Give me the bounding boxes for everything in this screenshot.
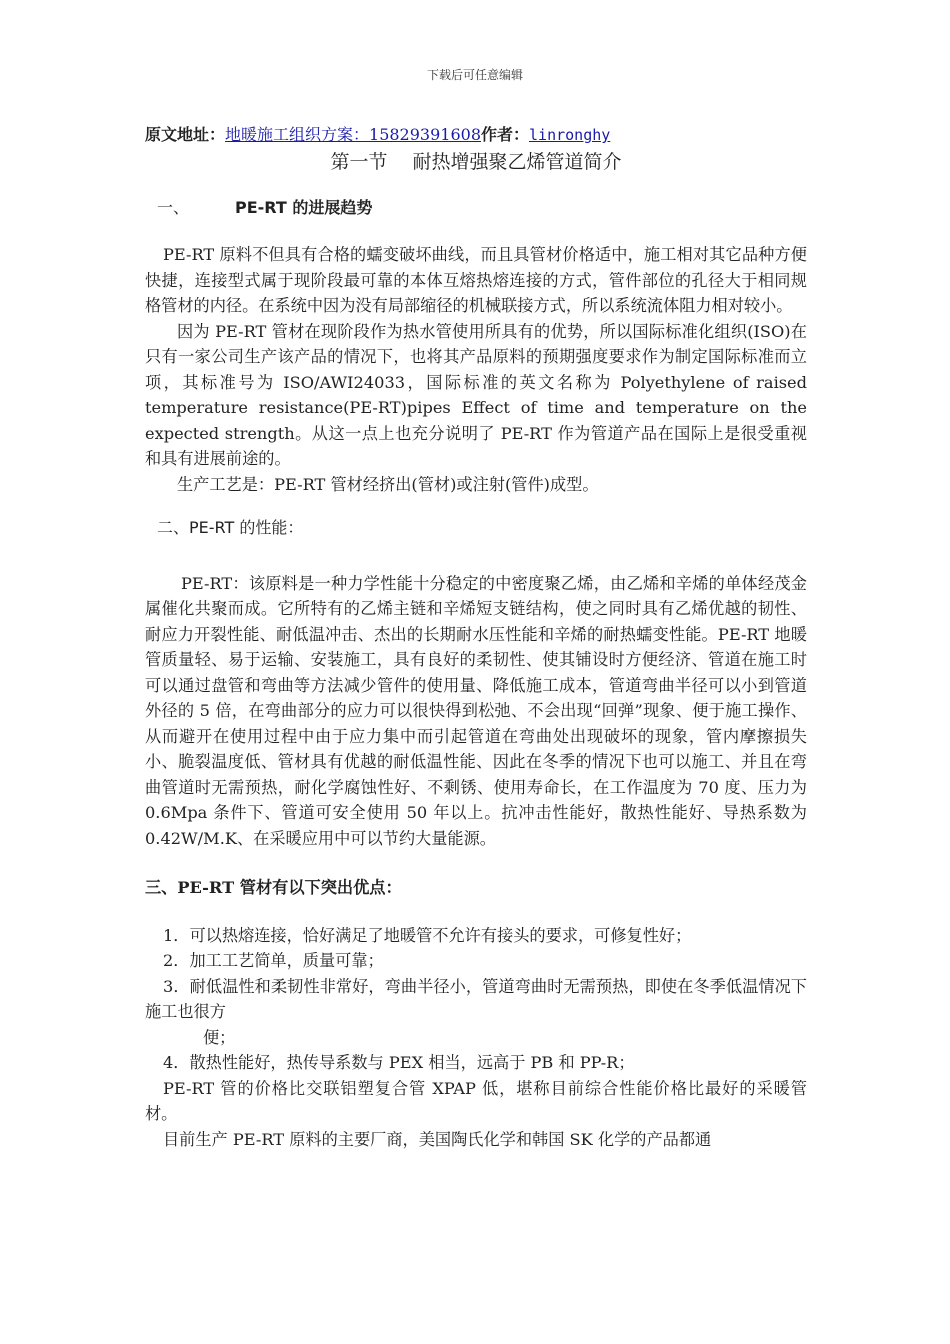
section1-heading-text: PE-RT 的进展趋势 xyxy=(235,197,373,217)
advantage-item-1: 1．可以热熔连接，恰好满足了地暖管不允许有接头的要求，可修复性好； xyxy=(163,925,692,945)
source-line xyxy=(145,122,807,149)
author-label: 作者： xyxy=(481,125,530,144)
page-header: 下载后可任意编辑 xyxy=(426,68,523,82)
author-link[interactable]: linronghy xyxy=(529,126,611,144)
section1-paragraph-1: PE-RT 原料不但具有合格的蠕变破坏曲线，而且具管材价格适中，施工相对其它品种方便快捷，连接型式属于现阶段最可靠的本体互熔热熔连接的方式，管件部位的孔径大于相同规格管材的内径。在系统中因为没有局部缩径的机械联接方式，所以系统流体阻力相对较小。 xyxy=(145,245,807,315)
page-title: 第一节 耐热增强聚乙烯管道简介 xyxy=(330,150,622,173)
advantage-item-4: 4．散热性能好，热传导系数与 PEX 相当，远高于 PB 和 PP-R； xyxy=(163,1053,635,1072)
section1-paragraph-2: 因为 PE-RT 管材在现阶段作为热水管使用所具有的优势，所以国际标准化组织(ISO)在只有一家公司生产该产品的情况下，也将其产品原料的预期强度要求作为制定国际标准而立项，其标准号为 ISO/AWI24033，国际标准的英文名称为 Polyethylene of raised temperature resistance(PE-RT)pipes Effect of time and temperature on the expected strength。从这一点上也充分说明了 PE-RT 作为管道产品在国际上是很受重视和具有进展前途的。 xyxy=(145,321,807,468)
source-link[interactable]: 地暖施工组织方案：15829391608 xyxy=(225,125,481,144)
section1-heading xyxy=(145,195,807,221)
section3-heading: 三、PE-RT 管材有以下突出优点： xyxy=(145,878,402,897)
section3-paragraph-1: PE-RT 管的价格比交联铝塑复合管 XPAP 低，堪称目前综合性能价格比最好的采暖管材。 xyxy=(145,1078,807,1123)
source-label: 原文地址： xyxy=(145,125,226,144)
section2-heading: 二、PE-RT 的性能： xyxy=(157,518,304,537)
advantage-item-3: 3．耐低温性和柔韧性非常好，弯曲半径小，管道弯曲时无需预热，即使在冬季低温情况下施工也很方 xyxy=(145,976,807,1021)
section1-paragraph-3: 生产工艺是：PE-RT 管材经挤出(管材)或注射(管件)成型。 xyxy=(177,474,599,494)
advantage-item-3-continued: 便； xyxy=(203,1027,236,1047)
document-body xyxy=(145,122,807,1152)
section2-paragraph-1: PE-RT：该原料是一种力学性能十分稳定的中密度聚乙烯，由乙烯和辛烯的单体经茂金属催化共聚而成。它所特有的乙烯主链和辛烯短支链结构，使之同时具有乙烯优越的韧性、耐应力开裂性能、耐低温冲击、杰出的长期耐水压性能和辛烯的耐热蠕变性能。PE-RT 地暖管质量轻、易于运输、安装施工，具有良好的柔韧性、使其铺设时方便经济、管道在施工时可以通过盘管和弯曲等方法减少管件的使用量、降低施工成本，管道弯曲半径可以小到管道外径的 5 倍，在弯曲部分的应力可以很快得到松弛、不会出现“回弹”现象、便于施工操作、从而避开在使用过程中由于应力集中而引起管道在弯曲处出现破坏的现象，管内摩擦损失小、脆裂温度低、管材具有优越的耐低温性能、因此在冬季的情况下也可以施工、并且在弯曲管道时无需预热，耐化学腐蚀性好、不剩锈、使用寿命长，在工作温度为 70 度、压力为 0.6Mpa 条件下、管道可安全使用 50 年以上。抗冲击性能好，散热性能好、导热系数为 0.42W/M.K、在采暖应用中可以节约大量能源。 xyxy=(145,573,807,848)
advantage-item-2: 2．加工工艺简单，质量可靠； xyxy=(163,951,384,970)
section1-number: 一、 xyxy=(157,197,190,217)
section3-paragraph-2: 目前生产 PE-RT 原料的主要厂商，美国陶氏化学和韩国 SK 化学的产品都通 xyxy=(163,1129,712,1149)
